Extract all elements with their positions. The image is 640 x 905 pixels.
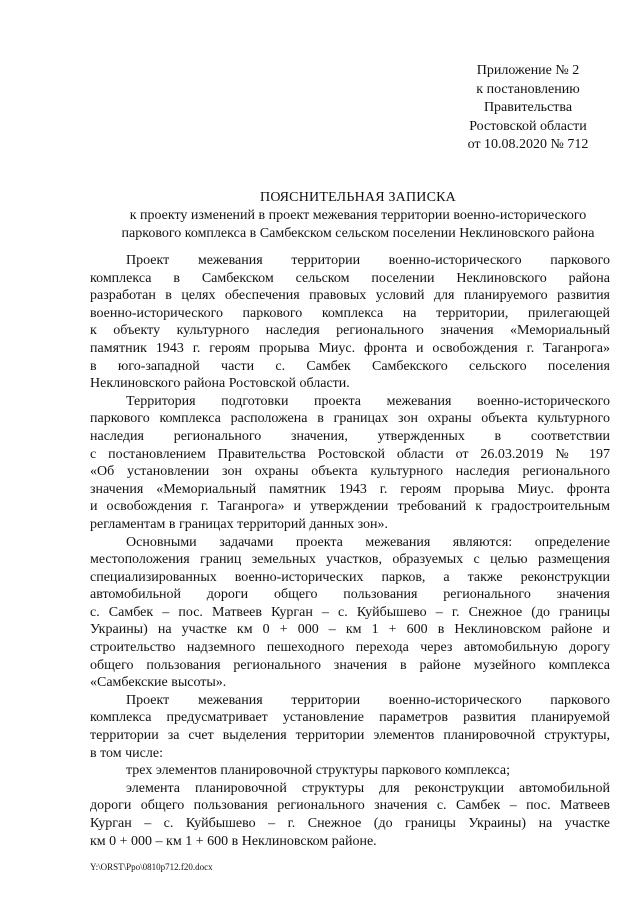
paragraph-line: значения «Мемориальный памятник 1943 г. героям прорыва Миус. фронта: [90, 481, 610, 497]
paragraph-line: специализированных военно-исторических парков, а также реконструкции: [90, 569, 610, 585]
paragraph-line: наследия регионального значения, утвержденных в соответствии: [90, 428, 610, 444]
paragraph-line: строительство надземного пешеходного перехода через автомобильную дорогу: [90, 640, 610, 656]
paragraph-line: км 0 + 000 – км 1 + 600 в Неклиновском районе.: [90, 833, 377, 849]
paragraph-line: Курган – с. Куйбышево – г. Снежное (до границы Украины) на участке: [90, 816, 610, 831]
document-body: [90, 252, 610, 850]
appendix-line: от 10.08.2020 № 712: [467, 137, 589, 152]
paragraph-line: Основными задачами проекта межевания являются: определение: [126, 534, 610, 550]
paragraph: [90, 762, 610, 780]
document-subtitle-line: паркового комплекса в Самбекском сельском поселении Неклиновского района: [121, 226, 595, 241]
paragraph-line: и освобождения г. Таганрога» и утверждении требований к градостроительным: [90, 499, 610, 515]
paragraph-line: «Самбекские высоты».: [90, 675, 227, 691]
paragraph-line: разработан в целях обеспечения правовых условий для планируемого развития: [90, 288, 610, 304]
document-title: ПОЯСНИТЕЛЬНАЯ ЗАПИСКА: [260, 190, 456, 205]
paragraph-line: комплекса в Самбекском сельском поселении Неклиновского района: [90, 270, 610, 286]
paragraph-line: общего пользования регионального значения в районе музейного комплекса: [90, 657, 610, 673]
paragraph-line: территории за счет выделения территории элементов планировочной структуры,: [90, 728, 610, 744]
paragraph-line: Проект межевания территории военно-исторического паркового: [126, 692, 610, 708]
paragraph-line: с постановлением Правительства Ростовской области от 26.03.2019 № 197: [90, 446, 610, 462]
document-title-block: [86, 189, 630, 243]
appendix-line: Ростовской области: [469, 118, 587, 134]
paragraph-line: в юго-западной части с. Самбек Самбекского сельского поселения: [90, 358, 610, 374]
paragraph-line: элемента планировочной структуры для реконструкции автомобильной: [126, 780, 610, 796]
appendix-line: Правительства: [483, 100, 573, 115]
paragraph-line: военно-исторического паркового комплекса на территории, прилегающей: [90, 305, 610, 321]
paragraph: [90, 252, 610, 393]
paragraph-line: с. Самбек – пос. Матвеев Курган – с. Куйбышево – г. Снежное (до границы: [90, 604, 610, 620]
paragraph-line: паркового комплекса расположена в границах зон охраны объекта культурного: [90, 411, 610, 427]
paragraph: [90, 393, 610, 534]
paragraph-line: комплекса предусматривает установление параметров развития планируемой: [90, 710, 610, 726]
paragraph-line: Проект межевания территории военно-исторического паркового: [126, 253, 610, 268]
paragraph: [90, 780, 610, 850]
paragraph-line: регламентам в границах территорий данных зон».: [90, 516, 389, 532]
paragraph-line: «Об установлении зон охраны объекта культурного наследия регионального: [90, 464, 610, 480]
paragraph-line: к объекту культурного наследия регионального значения «Мемориальный: [90, 323, 610, 339]
appendix-line: Приложение № 2: [476, 63, 580, 78]
appendix-header: [448, 62, 608, 155]
paragraph: [90, 692, 610, 762]
file-path-footer: Y:\ORST\Ppo\0810p712.f20.docx: [90, 862, 213, 872]
paragraph: [90, 534, 610, 692]
paragraph-line: автомобильной дороги общего пользования регионального значения: [90, 587, 610, 603]
paragraph-line: Украины) на участке км 0 + 000 – км 1 + 600 в Неклиновском районе и: [90, 622, 610, 638]
paragraph-line: в том числе:: [90, 745, 163, 761]
document-subtitle-line: к проекту изменений в проект межевания территории военно-исторического: [129, 208, 587, 223]
paragraph-line: местоположения границ земельных участков, образуемых с целью размещения: [90, 552, 610, 568]
paragraph-line: памятник 1943 г. героям прорыва Миус. фронта и освобождения г. Таганрога»: [90, 340, 610, 356]
paragraph-line: Территория подготовки проекта межевания военно-исторического: [126, 393, 610, 409]
paragraph-line: дороги общего пользования регионального значения с. Самбек – пос. Матвеев: [90, 798, 610, 814]
paragraph-line: Неклиновского района Ростовской области.: [90, 376, 350, 392]
appendix-line: к постановлению: [476, 81, 580, 97]
paragraph-line: трех элементов планировочной структуры паркового комплекса;: [126, 763, 511, 779]
